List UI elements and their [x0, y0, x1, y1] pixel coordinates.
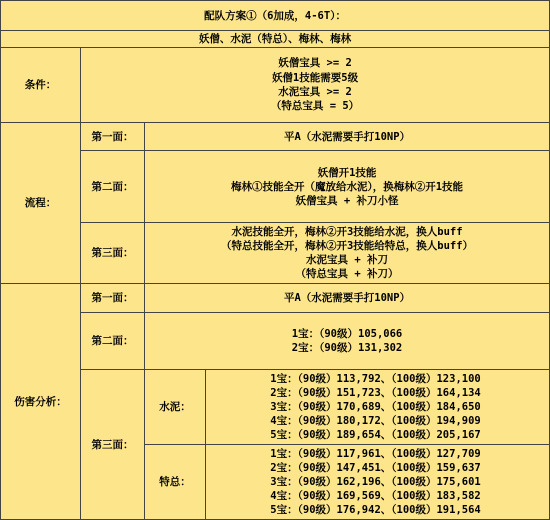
damage-wave2-content [145, 313, 550, 370]
process-line: 水泥宝具 + 补刀 [306, 254, 388, 266]
process-wave3-content [145, 223, 550, 284]
damage-label: 伤害分析： [1, 284, 81, 520]
condition-line: 妖僧1技能需要5级 [271, 71, 359, 84]
tezong-label: 特总： [145, 445, 206, 520]
damage-line: 3宝：（90级）162,196、（100级）175,601 [270, 475, 481, 488]
damage-line: 2宝：（90级）131,302 [291, 342, 403, 354]
conditions-label: 条件： [1, 48, 81, 123]
condition-line: 水泥宝具 >= 2 [278, 86, 352, 98]
process-line: 妖僧宝具 + 补刀小怪 [295, 194, 399, 207]
shuini-damage [206, 370, 550, 445]
tezong-damage [206, 445, 550, 520]
damage-wave3-label: 第三面： [81, 370, 145, 520]
process-line: （特总宝具 + 补刀） [295, 268, 399, 280]
process-line: 梅林①技能全开（魔放给水泥），换梅林②开1技能 [230, 180, 464, 193]
damage-line: 4宝：（90级）169,569、（100级）183,582 [270, 490, 481, 503]
damage-wave1-text: 平A（水泥需要手打10NP） [145, 284, 550, 313]
damage-line: 1宝：（90级）113,792、（100级）123,100 [270, 372, 481, 385]
condition-line: 妖僧宝具 >= 2 [278, 57, 352, 70]
damage-line: 4宝：（90级）180,172、（100级）194,909 [270, 415, 481, 428]
process-wave1-text: 平A（水泥需要手打10NP） [145, 123, 550, 151]
plan-title: 配队方案①（6加成，4-6T）： [1, 1, 550, 31]
damage-line: 3宝：（90级）170,689、（100级）184,650 [270, 400, 481, 413]
condition-line: （特总宝具 = 5） [270, 100, 360, 113]
shuini-label: 水泥： [145, 370, 206, 445]
process-line: （特总技能全开，梅林②开3技能给特总，换人buff） [220, 240, 474, 252]
damage-line: 1宝：（90级）105,066 [291, 328, 403, 340]
process-wave2-content [145, 151, 550, 223]
damage-line: 1宝：（90级）117,961、（100级）127,709 [270, 447, 481, 460]
process-wave1-label: 第一面： [81, 123, 145, 151]
damage-line: 5宝：（90级）176,942、（100级）191,564 [270, 504, 481, 517]
damage-line: 2宝：（90级）147,451、（100级）159,637 [270, 461, 481, 474]
process-wave3-label: 第三面： [81, 223, 145, 284]
damage-line: 5宝：（90级）189,654、（100级）205,167 [270, 429, 481, 442]
process-label: 流程： [1, 123, 81, 284]
process-wave2-label: 第二面： [81, 151, 145, 223]
process-line: 水泥技能全开，梅林②开3技能给水泥，换人buff [231, 226, 463, 238]
process-line: 妖僧开1技能 [317, 166, 377, 179]
damage-wave1-label: 第一面： [81, 284, 145, 313]
damage-line: 2宝：（90级）151,723、（100级）164,134 [270, 386, 481, 399]
team-composition: 妖僧、水泥（特总）、梅林、梅林 [1, 31, 550, 48]
damage-wave2-label: 第二面： [81, 313, 145, 370]
conditions-content [81, 48, 550, 123]
